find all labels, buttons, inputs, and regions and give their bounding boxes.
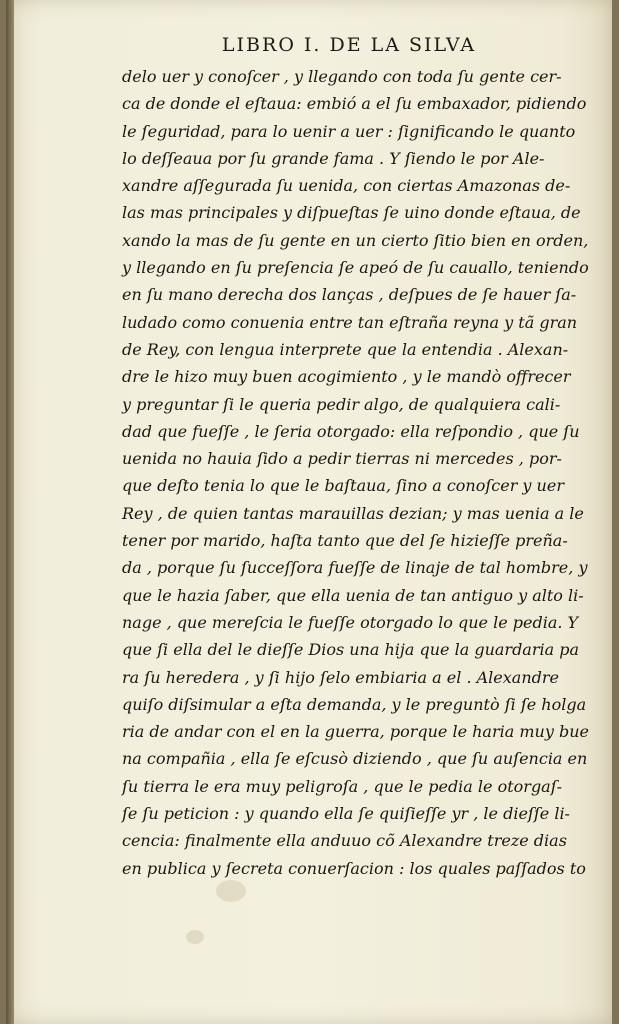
text-line: que le hazia ſaber, que ella uenia de tan antiguo y alto li- [122, 585, 584, 605]
text-line: en publica y ſecreta conuerſacion : los quales paſſados to [122, 858, 586, 878]
text-line: tener por marido, haſta tanto que del ſe hizieſſe preña- [122, 531, 568, 551]
text-line: ra ſu heredera , y ſi hijo ſelo embiaria a el . Alexandre [122, 667, 559, 687]
page-gutter [6, 0, 14, 1024]
text-line: xandre aſſegurada ſu uenida, con ciertas Amazonas de- [122, 176, 571, 196]
text-line: da , porque ſu ſucceſſora fueſſe de linaje de tal hombre, y [122, 558, 588, 578]
text-line: dad que fueſſe , le ſeria otorgado: ella reſpondio , que ſu [122, 421, 580, 441]
text-line: Rey , de quien tantas marauillas dezian; y mas uenia a le [122, 503, 584, 523]
text-line: en ſu mano derecha dos lanças , deſpues de ſe hauer ſa- [122, 285, 577, 305]
text-line: cencia: finalmente ella anduuo cõ Alexandre treze dias [122, 831, 567, 851]
text-line: de Rey, con lengua interprete que la entendia . Alexan- [122, 339, 569, 359]
text-line: y preguntar ſi le queria pedir algo, de qualquiera cali- [122, 394, 561, 414]
text-line: uenida no hauia ſido a pedir tierras ni mercedes , por- [122, 449, 562, 469]
text-line: dre le hizo muy buen acogimiento , y le mandò offrecer [122, 367, 571, 387]
text-line: que ſi ella del le dieſſe Dios una hija que la guardaria pa [122, 640, 580, 660]
text-line: ludado como conuenia entre tan eſtraña reyna y tã gran [122, 312, 578, 332]
text-line: ca de donde el eſtaua: embió a el ſu embaxador, pidiendo [122, 94, 587, 114]
paper-stain [216, 880, 246, 902]
text-line: na compañia , ella ſe eſcusò diziendo , que ſu auſencia en [122, 749, 588, 769]
text-line: ſu tierra le era muy peligroſa , que le pedia le otorgaſ- [122, 776, 563, 796]
text-line: las mas principales y diſpueſtas ſe uino donde eſtaua, de [122, 203, 581, 223]
text-line: ſe ſu peticion : y quando ella ſe quiſieſſe yr , le dieſſe li- [122, 804, 570, 824]
body-text [122, 63, 600, 882]
text-line: quiſo diſsimular a eſta demanda, y le preguntò ſi ſe holga [122, 694, 587, 714]
text-line: le ſeguridad, para lo uenir a uer : ſignificando le quanto [122, 121, 576, 141]
text-line: y llegando en ſu preſencia ſe apeó de ſu cauallo, teniendo [122, 258, 589, 278]
book-page [6, 0, 612, 1024]
text-line: lo deſſeaua por ſu grande fama . Y ſiendo le por Ale- [122, 148, 545, 168]
text-line: xando la mas de ſu gente en un cierto ſitio bien en orden, [122, 230, 589, 250]
text-line: ria de andar con el en la guerra, porque le haria muy bue [122, 722, 589, 742]
text-line: nage , que mereſcia le fueſſe otorgado lo que le pedia. Y [122, 612, 579, 632]
running-head: LIBRO I. DE LA SILVA [221, 34, 477, 56]
paper-stain [186, 930, 204, 944]
text-line: delo uer y conoſcer , y llegando con toda ſu gente cer- [122, 67, 562, 86]
text-line: que deſto tenia lo que le baſtaua, ſino a conoſcer y uer [122, 476, 564, 496]
